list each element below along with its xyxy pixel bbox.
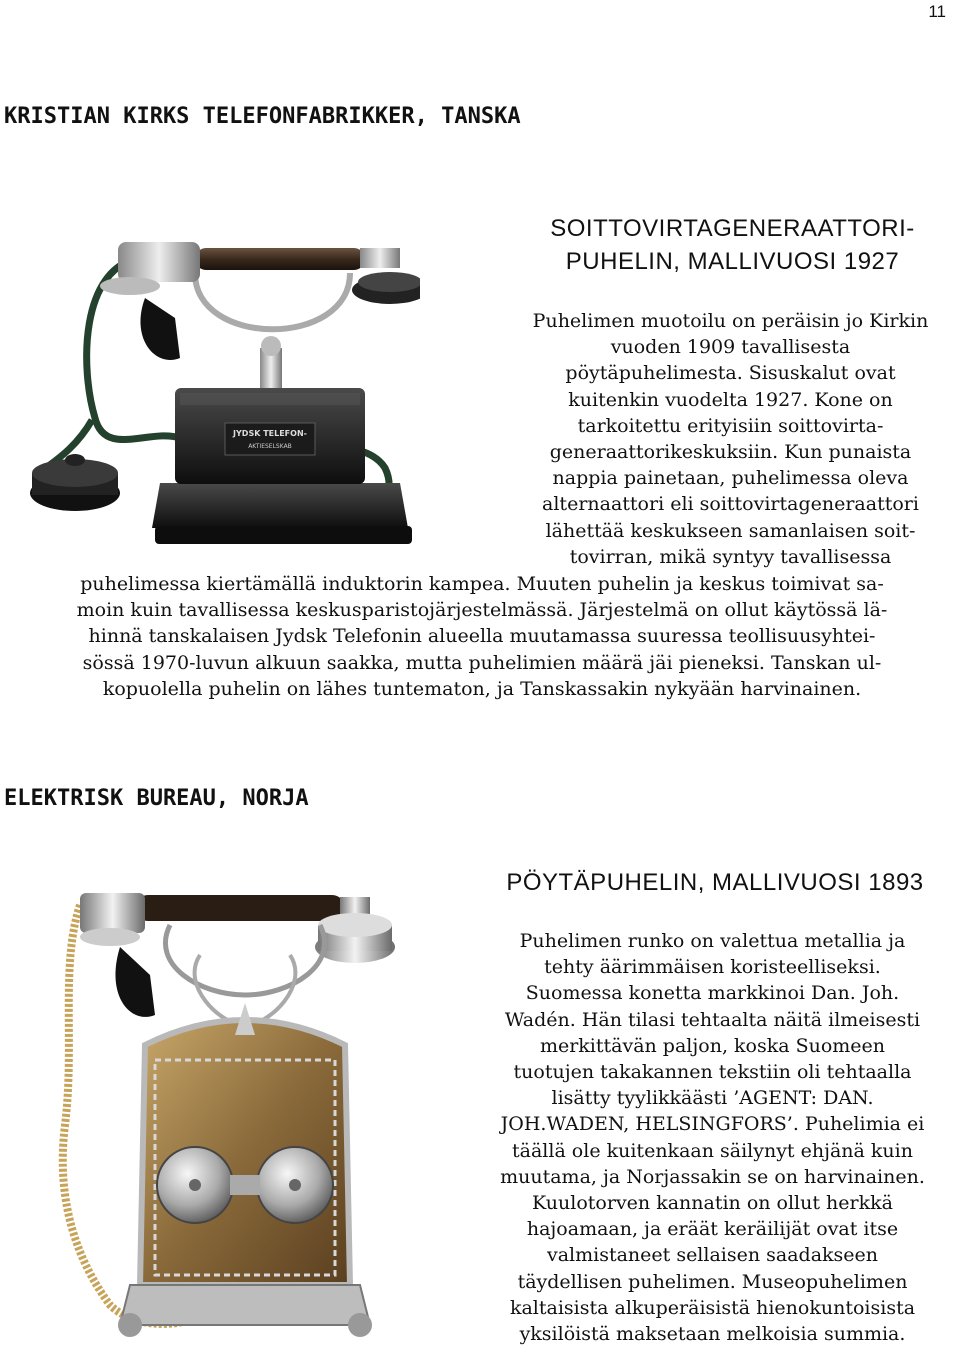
title-line: PUHELIN, MALLIVUOSI 1927 (565, 248, 900, 275)
body-line: generaattorikeskuksiin. Kun punaista (549, 441, 912, 463)
body-line: tuotujen takakannen tekstiin oli tehtaalla (513, 1061, 912, 1084)
body-line: yksilöistä maksetaan melkoisia summia. (519, 1323, 906, 1346)
body-line: tovirran, mikä syntyy tavallisessa (569, 545, 892, 568)
body-line: muutama, ja Norjassakin se on harvinainen. (500, 1165, 925, 1188)
body-line: kopuolella puhelin on lähes tuntematon, ja Tanskassakin nykyään harvinainen. (102, 677, 862, 700)
body-line: sössä 1970-luvun alkuun saakka, mutta puhelimien määrä jäi pieneksi. Tanskan ul- (82, 651, 882, 674)
section-heading-elektrisk: ELEKTRISK BUREAU, NORJA (4, 786, 309, 811)
body-line: valmistaneet sellaisen saadakseen (546, 1244, 879, 1267)
body-line: kuitenkin vuodelta 1927. Kone on (568, 388, 893, 411)
body-line: tehty äärimmäisen koristeelliseksi. (544, 956, 881, 979)
section-body-elektrisk (465, 928, 960, 1347)
title-line: PÖYTÄPUHELIN, MALLIVUOSI 1893 (506, 869, 924, 896)
elektrisk-telephone-image (50, 885, 445, 1345)
kirk-telephone-image (20, 228, 420, 590)
body-line: Wadén. Hän tilasi tehtaalta näitä ilmeisesti (504, 1008, 921, 1031)
section-title-kirk (515, 212, 950, 278)
body-line: pöytäpuhelimesta. Sisuskalut ovat (565, 362, 896, 385)
body-line: nappia painetaan, puhelimessa oleva (552, 467, 909, 490)
section-title-elektrisk (470, 866, 960, 899)
body-line: puhelimessa kiertämällä induktorin kampea. Muuten puhelin ja keskus toimivat sa- (80, 573, 884, 595)
body-line: merkittävän paljon, koska Suomeen (539, 1034, 886, 1057)
body-line: täällä ole kuitenkaan säilynyt ehjänä kuin (512, 1139, 913, 1162)
body-line: tarkoitettu erityisiin soittovirta- (577, 414, 884, 437)
body-line: vuoden 1909 tavallisesta (610, 336, 851, 359)
section-heading-kirk: KRISTIAN KIRKS TELEFONFABRIKKER, TANSKA (4, 104, 521, 129)
section-body-kirk-full (4, 571, 960, 702)
body-line: Puhelimen muotoilu on peräisin jo Kirkin (532, 310, 929, 332)
body-line: alternaattori eli soittovirtageneraattori (542, 493, 919, 516)
body-line: moin kuin tavallisessa keskusparistojärjestelmässä. Järjestelmä on ollut käytössä lä- (76, 599, 888, 622)
body-line: hinnä tanskalaisen Jydsk Telefonin alueella muutamassa suuressa teollisuusyhtei- (88, 625, 876, 648)
body-line: hajoamaan, ja eräät keräilijät ovat itse (526, 1218, 899, 1241)
body-line: Puhelimen runko on valettua metallia ja (519, 930, 906, 952)
title-line: SOITTOVIRTAGENERAATTORI- (550, 215, 915, 242)
body-line: Kuulotorven kannatin on ollut herkkä (532, 1192, 893, 1215)
body-line: Suomessa konetta markkinoi Dan. Joh. (525, 982, 900, 1005)
body-line: lisätty tyylikkäästi ’AGENT: DAN. (551, 1087, 874, 1110)
body-line: kaltaisista alkuperäisistä hienokuntoisista (509, 1296, 916, 1319)
body-line: JOH.WADEN, HELSINGFORS’. Puhelimia ei (500, 1113, 925, 1136)
body-line: lähettää keskukseen samanlaisen soit- (545, 519, 916, 542)
nameplate-line: JYDSK TELEFON- (233, 429, 307, 438)
body-line: täydellisen puhelimen. Museopuhelimen (517, 1270, 908, 1293)
nameplate-line: AKTIESELSKAB (248, 443, 292, 450)
page-number: 11 (928, 2, 946, 21)
